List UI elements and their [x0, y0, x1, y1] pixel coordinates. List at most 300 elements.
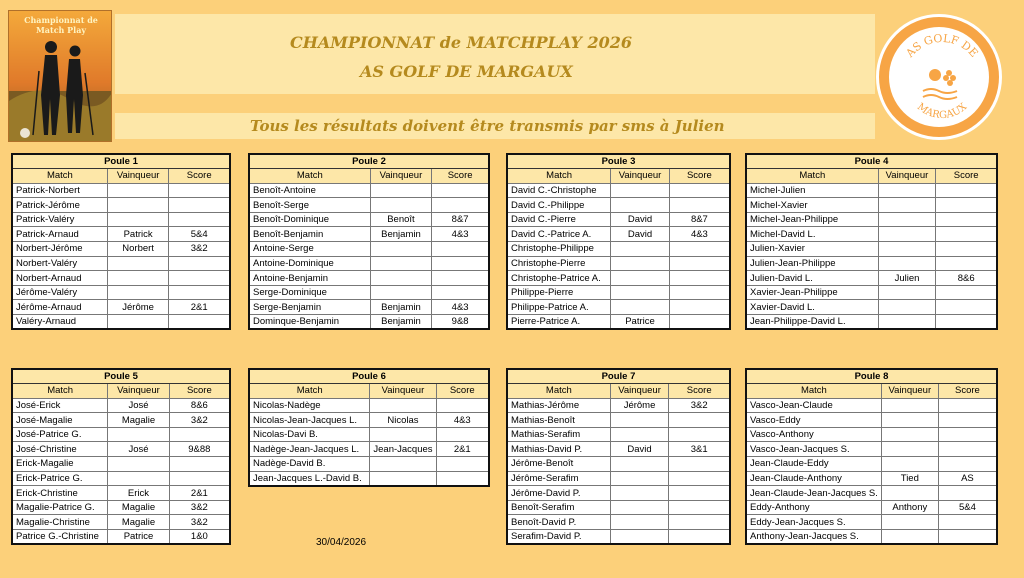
score-cell[interactable]	[936, 183, 997, 198]
match-cell[interactable]: Serge-Dominique	[249, 285, 370, 300]
score-cell[interactable]: 8&6	[169, 398, 230, 413]
winner-cell[interactable]	[878, 285, 936, 300]
match-cell[interactable]: Philippe-Patrice A.	[507, 300, 611, 315]
column-header-winner: Vainqueur	[881, 384, 938, 399]
score-cell[interactable]	[669, 413, 730, 428]
winner-cell[interactable]	[881, 486, 938, 501]
table-row	[12, 457, 230, 472]
winner-cell[interactable]	[611, 242, 670, 257]
column-header-match: Match	[249, 384, 370, 399]
match-cell[interactable]: Norbert-Arnaud	[12, 271, 107, 286]
winner-cell[interactable]	[370, 271, 432, 286]
score-cell[interactable]: 3&1	[669, 442, 730, 457]
score-cell[interactable]	[936, 212, 997, 227]
match-cell[interactable]: Jérôme-Valéry	[12, 285, 107, 300]
score-cell[interactable]	[436, 457, 489, 472]
winner-cell[interactable]	[610, 515, 669, 530]
table-row	[12, 398, 230, 413]
winner-cell[interactable]	[878, 300, 936, 315]
winner-cell[interactable]	[370, 198, 432, 213]
score-cell[interactable]	[936, 285, 997, 300]
score-cell[interactable]	[432, 271, 489, 286]
winner-cell[interactable]	[611, 256, 670, 271]
score-cell[interactable]	[938, 413, 997, 428]
winner-cell[interactable]	[610, 427, 669, 442]
table-row	[249, 212, 489, 227]
poule-title: Poule 6	[249, 369, 489, 384]
match-cell[interactable]: Mathias-Benoît	[507, 413, 610, 428]
winner-cell[interactable]	[610, 457, 669, 472]
table-row	[746, 256, 997, 271]
winner-cell[interactable]	[107, 183, 169, 198]
table-row	[746, 442, 997, 457]
match-cell[interactable]: Magalie-Christine	[12, 515, 108, 530]
score-cell[interactable]	[669, 515, 730, 530]
column-header-score: Score	[936, 169, 997, 184]
table-row	[507, 530, 730, 545]
match-cell[interactable]: Vasco-Anthony	[746, 427, 881, 442]
match-cell[interactable]: Jean-Claude-Jean-Jacques S.	[746, 486, 881, 501]
poule-title: Poule 4	[746, 154, 997, 169]
match-cell[interactable]: Nicolas-Nadège	[249, 398, 370, 413]
score-cell[interactable]: 8&7	[432, 212, 489, 227]
match-cell[interactable]: David C.-Christophe	[507, 183, 611, 198]
winner-cell[interactable]: Jean-Jacques	[370, 442, 436, 457]
table-row	[746, 271, 997, 286]
score-cell[interactable]: 4&3	[436, 413, 489, 428]
match-cell[interactable]: Jérôme-Arnaud	[12, 300, 107, 315]
table-row	[507, 285, 730, 300]
score-cell[interactable]	[669, 471, 730, 486]
table-row	[746, 198, 997, 213]
score-cell[interactable]: 2&1	[169, 486, 230, 501]
match-cell[interactable]: Antoine-Benjamin	[249, 271, 370, 286]
match-cell[interactable]: Anthony-Jean-Jacques S.	[746, 530, 881, 545]
table-row	[12, 515, 230, 530]
table-row	[507, 315, 730, 330]
score-cell[interactable]	[938, 530, 997, 545]
match-cell[interactable]: Pierre-Patrice A.	[507, 315, 611, 330]
score-cell[interactable]: 8&6	[936, 271, 997, 286]
winner-cell[interactable]: Nicolas	[370, 413, 436, 428]
score-cell[interactable]	[669, 486, 730, 501]
match-cell[interactable]: Magalie-Patrice G.	[12, 500, 108, 515]
match-cell[interactable]: Mathias-Jérôme	[507, 398, 610, 413]
score-cell[interactable]	[169, 285, 230, 300]
match-cell[interactable]: Philippe-Pierre	[507, 285, 611, 300]
match-cell[interactable]: Patrick-Jérôme	[12, 198, 107, 213]
winner-cell[interactable]	[370, 183, 432, 198]
winner-cell[interactable]: José	[108, 442, 169, 457]
score-cell[interactable]	[669, 427, 730, 442]
table-row	[746, 398, 997, 413]
match-cell[interactable]: Benoît-Antoine	[249, 183, 370, 198]
match-cell[interactable]: José-Erick	[12, 398, 108, 413]
winner-cell[interactable]	[107, 198, 169, 213]
poule-title: Poule 7	[507, 369, 730, 384]
winner-cell[interactable]	[610, 530, 669, 545]
score-cell[interactable]	[669, 500, 730, 515]
score-cell[interactable]	[169, 271, 230, 286]
match-cell[interactable]: Christophe-Patrice A.	[507, 271, 611, 286]
poule-table	[506, 153, 731, 330]
table-row	[249, 300, 489, 315]
winner-cell[interactable]: Jérôme	[610, 398, 669, 413]
score-cell[interactable]: AS	[938, 471, 997, 486]
score-cell[interactable]	[669, 530, 730, 545]
score-cell[interactable]	[938, 398, 997, 413]
table-row	[12, 242, 230, 257]
svg-text:MARGAUX	[915, 101, 970, 121]
table-row	[12, 198, 230, 213]
score-cell[interactable]	[669, 285, 730, 300]
table-row	[746, 471, 997, 486]
match-cell[interactable]: José-Christine	[12, 442, 108, 457]
table-row	[249, 242, 489, 257]
match-cell[interactable]: Mathias-David P.	[507, 442, 610, 457]
match-cell[interactable]: Patrick-Valéry	[12, 212, 107, 227]
score-cell[interactable]	[669, 457, 730, 472]
score-cell[interactable]	[938, 427, 997, 442]
column-header-winner: Vainqueur	[107, 169, 169, 184]
table-row	[746, 413, 997, 428]
table-row	[507, 515, 730, 530]
winner-cell[interactable]: José	[108, 398, 169, 413]
winner-cell[interactable]: Jérôme	[107, 300, 169, 315]
table-row	[249, 227, 489, 242]
score-cell[interactable]	[936, 256, 997, 271]
winner-cell[interactable]	[370, 285, 432, 300]
svg-text:AS GOLF DE	[903, 32, 981, 61]
table-row	[507, 227, 730, 242]
score-cell[interactable]: 3&2	[169, 515, 230, 530]
table-row	[746, 500, 997, 515]
score-cell[interactable]	[432, 256, 489, 271]
poule-table	[11, 153, 231, 330]
score-cell[interactable]: 3&2	[169, 500, 230, 515]
match-cell[interactable]: Benoît-Benjamin	[249, 227, 370, 242]
winner-cell[interactable]	[610, 486, 669, 501]
winner-cell[interactable]	[370, 471, 436, 486]
winner-cell[interactable]	[878, 212, 936, 227]
winner-cell[interactable]: Benjamin	[370, 300, 432, 315]
winner-cell[interactable]: Benoît	[370, 212, 432, 227]
poster-title: Championnat de Match Play	[24, 15, 98, 35]
score-cell[interactable]	[169, 212, 230, 227]
winner-cell[interactable]: Patrick	[107, 227, 169, 242]
score-cell[interactable]: 2&1	[436, 442, 489, 457]
score-cell[interactable]: 8&7	[669, 212, 730, 227]
score-cell[interactable]	[936, 315, 997, 330]
table-row	[507, 500, 730, 515]
score-cell[interactable]	[669, 242, 730, 257]
table-row	[746, 515, 997, 530]
score-cell[interactable]	[169, 471, 230, 486]
match-cell[interactable]: Antoine-Dominique	[249, 256, 370, 271]
winner-cell[interactable]	[611, 198, 670, 213]
winner-cell[interactable]: Patrice	[611, 315, 670, 330]
club-logo	[876, 14, 1002, 140]
table-row	[12, 471, 230, 486]
winner-cell[interactable]	[878, 242, 936, 257]
match-cell[interactable]: Vasco-Jean-Jacques S.	[746, 442, 881, 457]
winner-cell[interactable]	[370, 457, 436, 472]
score-cell[interactable]: 3&2	[169, 242, 230, 257]
match-cell[interactable]: Nicolas-Davi B.	[249, 427, 370, 442]
score-cell[interactable]: 4&3	[432, 300, 489, 315]
table-row	[507, 413, 730, 428]
score-cell[interactable]	[938, 486, 997, 501]
score-cell[interactable]	[169, 183, 230, 198]
winner-cell[interactable]	[611, 183, 670, 198]
table-row	[249, 427, 489, 442]
match-cell[interactable]: Xavier-David L.	[746, 300, 878, 315]
winner-cell[interactable]: Tied	[881, 471, 938, 486]
match-cell[interactable]: Erick-Magalie	[12, 457, 108, 472]
match-cell[interactable]: José-Magalie	[12, 413, 108, 428]
winner-cell[interactable]	[611, 300, 670, 315]
winner-cell[interactable]	[610, 413, 669, 428]
winner-cell[interactable]	[370, 256, 432, 271]
winner-cell[interactable]: Benjamin	[370, 227, 432, 242]
winner-cell[interactable]: Erick	[108, 486, 169, 501]
table-row	[249, 457, 489, 472]
match-cell[interactable]: Serafim-David P.	[507, 530, 610, 545]
winner-cell[interactable]: Magalie	[108, 515, 169, 530]
match-cell[interactable]: Julien-David L.	[746, 271, 878, 286]
match-cell[interactable]: José-Patrice G.	[12, 427, 108, 442]
column-header-winner: Vainqueur	[610, 384, 669, 399]
score-cell[interactable]	[432, 285, 489, 300]
winner-cell[interactable]	[878, 256, 936, 271]
table-row	[746, 285, 997, 300]
winner-cell[interactable]	[881, 413, 938, 428]
match-cell[interactable]: Jean-Claude-Anthony	[746, 471, 881, 486]
match-cell[interactable]: Nicolas-Jean-Jacques L.	[249, 413, 370, 428]
match-cell[interactable]: Nadège-Jean-Jacques L.	[249, 442, 370, 457]
winner-cell[interactable]	[881, 398, 938, 413]
match-cell[interactable]: Nadège-David B.	[249, 457, 370, 472]
score-cell[interactable]: 3&2	[169, 413, 230, 428]
column-header-match: Match	[507, 384, 610, 399]
winner-cell[interactable]	[370, 242, 432, 257]
poule-title: Poule 3	[507, 154, 730, 169]
match-cell[interactable]: Jérôme-Benoît	[507, 457, 610, 472]
winner-cell[interactable]	[878, 198, 936, 213]
match-cell[interactable]: Benoît-Serafim	[507, 500, 610, 515]
score-cell[interactable]: 9&8	[432, 315, 489, 330]
golfers-poster-image	[8, 10, 112, 142]
match-cell[interactable]: Vasco-Jean-Claude	[746, 398, 881, 413]
match-cell[interactable]: Eddy-Anthony	[746, 500, 881, 515]
score-cell[interactable]	[936, 300, 997, 315]
winner-cell[interactable]	[881, 515, 938, 530]
match-cell[interactable]: Michel-Jean-Philippe	[746, 212, 878, 227]
match-cell[interactable]: Jean-Jacques L.-David B.	[249, 471, 370, 486]
winner-cell[interactable]: Julien	[878, 271, 936, 286]
winner-cell[interactable]: David	[611, 212, 670, 227]
poule-table	[745, 153, 998, 330]
score-cell[interactable]	[169, 198, 230, 213]
score-cell[interactable]	[938, 457, 997, 472]
winner-cell[interactable]: Magalie	[108, 413, 169, 428]
match-cell[interactable]: Valéry-Arnaud	[12, 315, 107, 330]
table-row	[249, 442, 489, 457]
winner-cell[interactable]: Magalie	[108, 500, 169, 515]
winner-cell[interactable]	[881, 427, 938, 442]
winner-cell[interactable]	[108, 471, 169, 486]
winner-cell[interactable]	[370, 398, 436, 413]
match-cell[interactable]: Patrick-Arnaud	[12, 227, 107, 242]
match-cell[interactable]: Julien-Xavier	[746, 242, 878, 257]
table-row	[507, 486, 730, 501]
match-cell[interactable]: Jean-Claude-Eddy	[746, 457, 881, 472]
score-cell[interactable]	[669, 315, 730, 330]
match-cell[interactable]: Eddy-Jean-Jacques S.	[746, 515, 881, 530]
winner-cell[interactable]	[107, 315, 169, 330]
winner-cell[interactable]	[881, 442, 938, 457]
winner-cell[interactable]: Benjamin	[370, 315, 432, 330]
column-header-match: Match	[12, 169, 107, 184]
table-row	[507, 271, 730, 286]
match-cell[interactable]: Norbert-Jérôme	[12, 242, 107, 257]
table-row	[746, 486, 997, 501]
match-cell[interactable]: Michel-Xavier	[746, 198, 878, 213]
winner-cell[interactable]	[611, 285, 670, 300]
logo-text-top: AS GOLF DE	[903, 31, 981, 60]
table-row	[12, 427, 230, 442]
score-cell[interactable]: 4&3	[432, 227, 489, 242]
score-cell[interactable]	[169, 457, 230, 472]
match-cell[interactable]: Jérôme-David P.	[507, 486, 610, 501]
winner-cell[interactable]	[107, 256, 169, 271]
score-cell[interactable]	[169, 256, 230, 271]
match-cell[interactable]: Patrice G.-Christine	[12, 530, 108, 545]
column-header-score: Score	[938, 384, 997, 399]
winner-cell[interactable]	[108, 427, 169, 442]
score-cell[interactable]	[436, 427, 489, 442]
winner-cell[interactable]	[108, 457, 169, 472]
table-row	[249, 183, 489, 198]
score-cell[interactable]: 5&4	[169, 227, 230, 242]
score-cell[interactable]	[938, 515, 997, 530]
score-cell[interactable]	[938, 442, 997, 457]
score-cell[interactable]	[669, 198, 730, 213]
match-cell[interactable]: Antoine-Serge	[249, 242, 370, 257]
score-cell[interactable]	[669, 271, 730, 286]
match-cell[interactable]: Dominque-Benjamin	[249, 315, 370, 330]
match-cell[interactable]: Julien-Jean-Philippe	[746, 256, 878, 271]
match-cell[interactable]: Jérôme-Serafim	[507, 471, 610, 486]
score-cell[interactable]	[169, 427, 230, 442]
table-row	[746, 183, 997, 198]
winner-cell[interactable]: Norbert	[107, 242, 169, 257]
match-cell[interactable]: Mathias-Serafim	[507, 427, 610, 442]
match-cell[interactable]: Erick-Patrice G.	[12, 471, 108, 486]
winner-cell[interactable]	[611, 271, 670, 286]
winner-cell[interactable]	[107, 271, 169, 286]
winner-cell[interactable]: Anthony	[881, 500, 938, 515]
score-cell[interactable]: 5&4	[938, 500, 997, 515]
match-cell[interactable]: David C.-Patrice A.	[507, 227, 611, 242]
column-header-match: Match	[249, 169, 370, 184]
winner-cell[interactable]: Patrice	[108, 530, 169, 545]
column-header-winner: Vainqueur	[370, 169, 432, 184]
winner-cell[interactable]	[610, 471, 669, 486]
winner-cell[interactable]	[878, 183, 936, 198]
score-cell[interactable]	[669, 256, 730, 271]
column-header-score: Score	[169, 169, 230, 184]
match-cell[interactable]: Benoît-Dominique	[249, 212, 370, 227]
score-cell[interactable]	[432, 242, 489, 257]
poule-title: Poule 5	[12, 369, 230, 384]
score-cell[interactable]	[436, 471, 489, 486]
table-row	[746, 315, 997, 330]
match-cell[interactable]: David C.-Philippe	[507, 198, 611, 213]
table-row	[746, 300, 997, 315]
score-cell[interactable]: 4&3	[669, 227, 730, 242]
score-cell[interactable]	[936, 198, 997, 213]
score-cell[interactable]	[432, 198, 489, 213]
match-cell[interactable]: Patrick-Norbert	[12, 183, 107, 198]
match-cell[interactable]: Norbert-Valéry	[12, 256, 107, 271]
match-cell[interactable]: Erick-Christine	[12, 486, 108, 501]
table-row	[249, 471, 489, 486]
score-cell[interactable]: 3&2	[669, 398, 730, 413]
match-cell[interactable]: Xavier-Jean-Philippe	[746, 285, 878, 300]
match-cell[interactable]: Benoît-Serge	[249, 198, 370, 213]
winner-cell[interactable]	[878, 227, 936, 242]
match-cell[interactable]: David C.-Pierre	[507, 212, 611, 227]
winner-cell[interactable]: David	[610, 442, 669, 457]
score-cell[interactable]: 9&88	[169, 442, 230, 457]
winner-cell[interactable]	[370, 427, 436, 442]
table-row	[12, 285, 230, 300]
match-cell[interactable]: Serge-Benjamin	[249, 300, 370, 315]
score-cell[interactable]	[432, 183, 489, 198]
match-cell[interactable]: Michel-David L.	[746, 227, 878, 242]
winner-cell[interactable]	[107, 285, 169, 300]
column-header-score: Score	[436, 384, 489, 399]
match-cell[interactable]: Michel-Julien	[746, 183, 878, 198]
score-cell[interactable]	[669, 183, 730, 198]
score-cell[interactable]	[936, 242, 997, 257]
winner-cell[interactable]	[610, 500, 669, 515]
match-cell[interactable]: Jean-Philippe-David L.	[746, 315, 878, 330]
score-cell[interactable]: 1&0	[169, 530, 230, 545]
winner-cell[interactable]	[878, 315, 936, 330]
score-cell[interactable]	[669, 300, 730, 315]
table-row	[12, 212, 230, 227]
winner-cell[interactable]	[881, 530, 938, 545]
score-cell[interactable]: 2&1	[169, 300, 230, 315]
match-cell[interactable]: Christophe-Philippe	[507, 242, 611, 257]
match-cell[interactable]: Vasco-Eddy	[746, 413, 881, 428]
winner-cell[interactable]	[881, 457, 938, 472]
winner-cell[interactable]	[107, 212, 169, 227]
score-cell[interactable]	[436, 398, 489, 413]
table-row	[746, 457, 997, 472]
score-cell[interactable]	[169, 315, 230, 330]
table-row	[746, 227, 997, 242]
table-row	[12, 183, 230, 198]
match-cell[interactable]: Benoît-David P.	[507, 515, 610, 530]
match-cell[interactable]: Christophe-Pierre	[507, 256, 611, 271]
table-row	[507, 212, 730, 227]
winner-cell[interactable]: David	[611, 227, 670, 242]
score-cell[interactable]	[936, 227, 997, 242]
table-row	[507, 183, 730, 198]
